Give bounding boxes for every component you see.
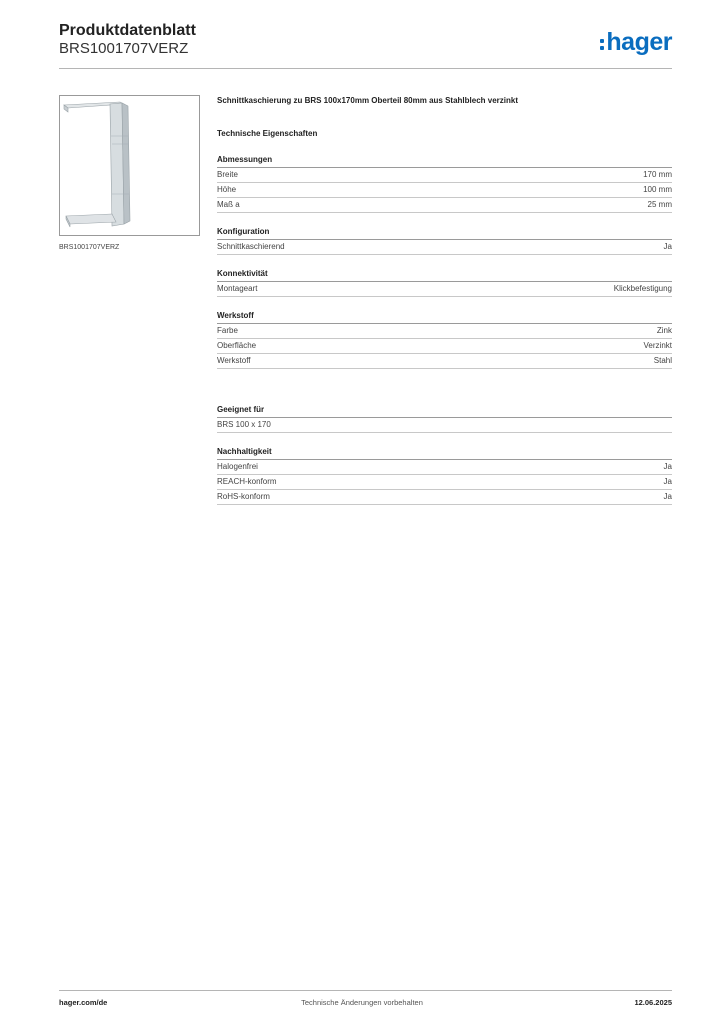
spec-value: 170 mm bbox=[643, 170, 672, 179]
section-werkstoff bbox=[217, 311, 672, 369]
section-title: Nachhaltigkeit bbox=[217, 447, 672, 460]
logo-dots-icon bbox=[600, 39, 604, 50]
spec-row bbox=[217, 339, 672, 354]
section-nachhaltigkeit bbox=[217, 447, 672, 505]
section-abmessungen bbox=[217, 155, 672, 213]
spec-row bbox=[217, 183, 672, 198]
spec-value: Ja bbox=[663, 462, 672, 471]
image-caption: BRS1001707VERZ bbox=[59, 244, 120, 251]
spec-row bbox=[217, 168, 672, 183]
spec-label: Höhe bbox=[217, 185, 237, 194]
spec-value: Stahl bbox=[653, 356, 672, 365]
product-code: BRS1001707VERZ bbox=[59, 40, 189, 57]
section-title: Konnektivität bbox=[217, 269, 672, 282]
section-konfiguration bbox=[217, 227, 672, 255]
spec-label: Farbe bbox=[217, 326, 238, 335]
footer-date: 12.06.2025 bbox=[634, 998, 672, 1007]
spec-value: Ja bbox=[663, 242, 672, 251]
logo-wordmark: hager bbox=[606, 27, 672, 56]
spec-row bbox=[217, 418, 672, 433]
spec-value: Verzinkt bbox=[643, 341, 672, 350]
spec-label: Montageart bbox=[217, 284, 258, 293]
hager-logo bbox=[600, 27, 672, 57]
tech-properties-title: Technische Eigenschaften bbox=[217, 129, 318, 138]
spec-label: Breite bbox=[217, 170, 238, 179]
section-geeignet-fuer bbox=[217, 405, 672, 433]
spec-row bbox=[217, 198, 672, 213]
spec-row bbox=[217, 475, 672, 490]
spec-label: Oberfläche bbox=[217, 341, 257, 350]
spec-row bbox=[217, 282, 672, 297]
spec-row bbox=[217, 354, 672, 369]
spec-label: RoHS-konform bbox=[217, 492, 270, 501]
footer-disclaimer: Technische Änderungen vorbehalten bbox=[301, 998, 423, 1007]
spec-label: REACH-konform bbox=[217, 477, 277, 486]
spec-value: Ja bbox=[663, 477, 672, 486]
spec-label: Maß a bbox=[217, 200, 240, 209]
section-title: Konfiguration bbox=[217, 227, 672, 240]
section-konnektivitaet bbox=[217, 269, 672, 297]
spec-row bbox=[217, 324, 672, 339]
footer-divider bbox=[59, 990, 672, 991]
header-divider bbox=[59, 68, 672, 69]
page-title: Produktdatenblatt bbox=[59, 22, 196, 39]
spec-label: Werkstoff bbox=[217, 356, 251, 365]
footer-website-link[interactable]: hager.com/de bbox=[59, 998, 108, 1007]
spec-row bbox=[217, 490, 672, 505]
spec-row bbox=[217, 460, 672, 475]
section-title: Geeignet für bbox=[217, 405, 672, 418]
section-title: Werkstoff bbox=[217, 311, 672, 324]
spec-content bbox=[217, 96, 672, 505]
product-image bbox=[59, 95, 200, 236]
spec-value: 25 mm bbox=[647, 200, 672, 209]
spec-row bbox=[217, 240, 672, 255]
spec-value: Zink bbox=[656, 326, 672, 335]
spec-value: Ja bbox=[663, 492, 672, 501]
product-description: Schnittkaschierung zu BRS 100x170mm Oberteil 80mm aus Stahlblech verzinkt bbox=[217, 96, 518, 105]
spec-label: Halogenfrei bbox=[217, 462, 258, 471]
spec-label: Schnittkaschierend bbox=[217, 242, 285, 251]
spec-value: 100 mm bbox=[643, 185, 672, 194]
spec-value: Klickbefestigung bbox=[613, 284, 672, 293]
section-title: Abmessungen bbox=[217, 155, 672, 168]
product-bracket-icon bbox=[60, 96, 199, 235]
spec-label: BRS 100 x 170 bbox=[217, 420, 271, 429]
